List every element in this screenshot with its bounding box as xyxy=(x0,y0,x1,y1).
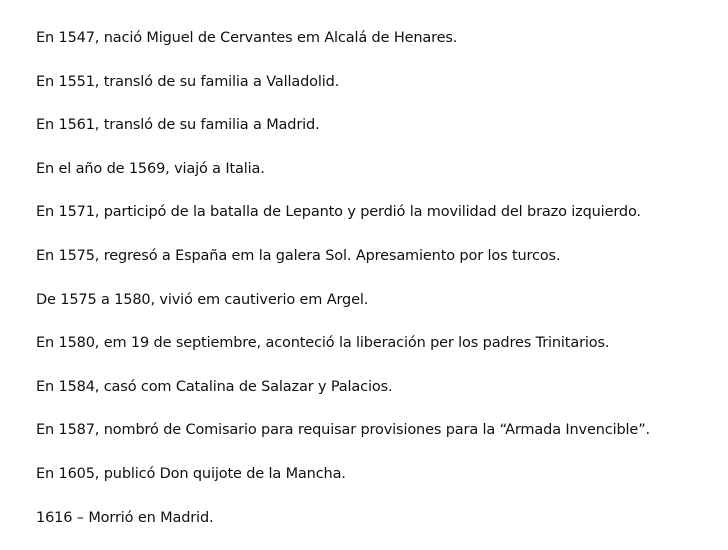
timeline-item-1551-valladolid: En 1551, transló de su familia a Valladolid. xyxy=(36,73,340,90)
timeline-list xyxy=(36,27,716,550)
timeline-item-1561-madrid: En 1561, transló de su familia a Madrid. xyxy=(36,117,320,134)
timeline-item-1587-comisario: En 1587, nombró de Comisario para requisar provisiones para la “Armada Invencible”. xyxy=(36,422,651,439)
timeline-item-1571-lepanto: En 1571, participó de la batalla de Lepanto y perdió la movilidad del brazo izquierdo. xyxy=(36,204,641,221)
timeline-item-1575-1580-cautiverio: De 1575 a 1580, vivió em cautiverio em Argel. xyxy=(36,291,369,308)
timeline-item-1575-regreso: En 1575, regresó a España em la galera Sol. Apresamiento por los turcos. xyxy=(36,247,561,264)
timeline-item-1580-liberacion: En 1580, em 19 de septiembre, aconteció la liberación per los padres Trinitarios. xyxy=(36,335,610,352)
timeline-item-1569-italia: En el año de 1569, viajó a Italia. xyxy=(36,160,265,177)
timeline-item-1547-birth: En 1547, nació Miguel de Cervantes em Alcalá de Henares. xyxy=(36,30,458,46)
timeline-item-1584-casamiento: En 1584, casó com Catalina de Salazar y Palacios. xyxy=(36,378,393,395)
timeline-item-1605-quijote: En 1605, publicó Don quijote de la Mancha. xyxy=(36,465,346,482)
timeline-item-1616-muerte: 1616 – Morrió en Madrid. xyxy=(36,509,214,526)
